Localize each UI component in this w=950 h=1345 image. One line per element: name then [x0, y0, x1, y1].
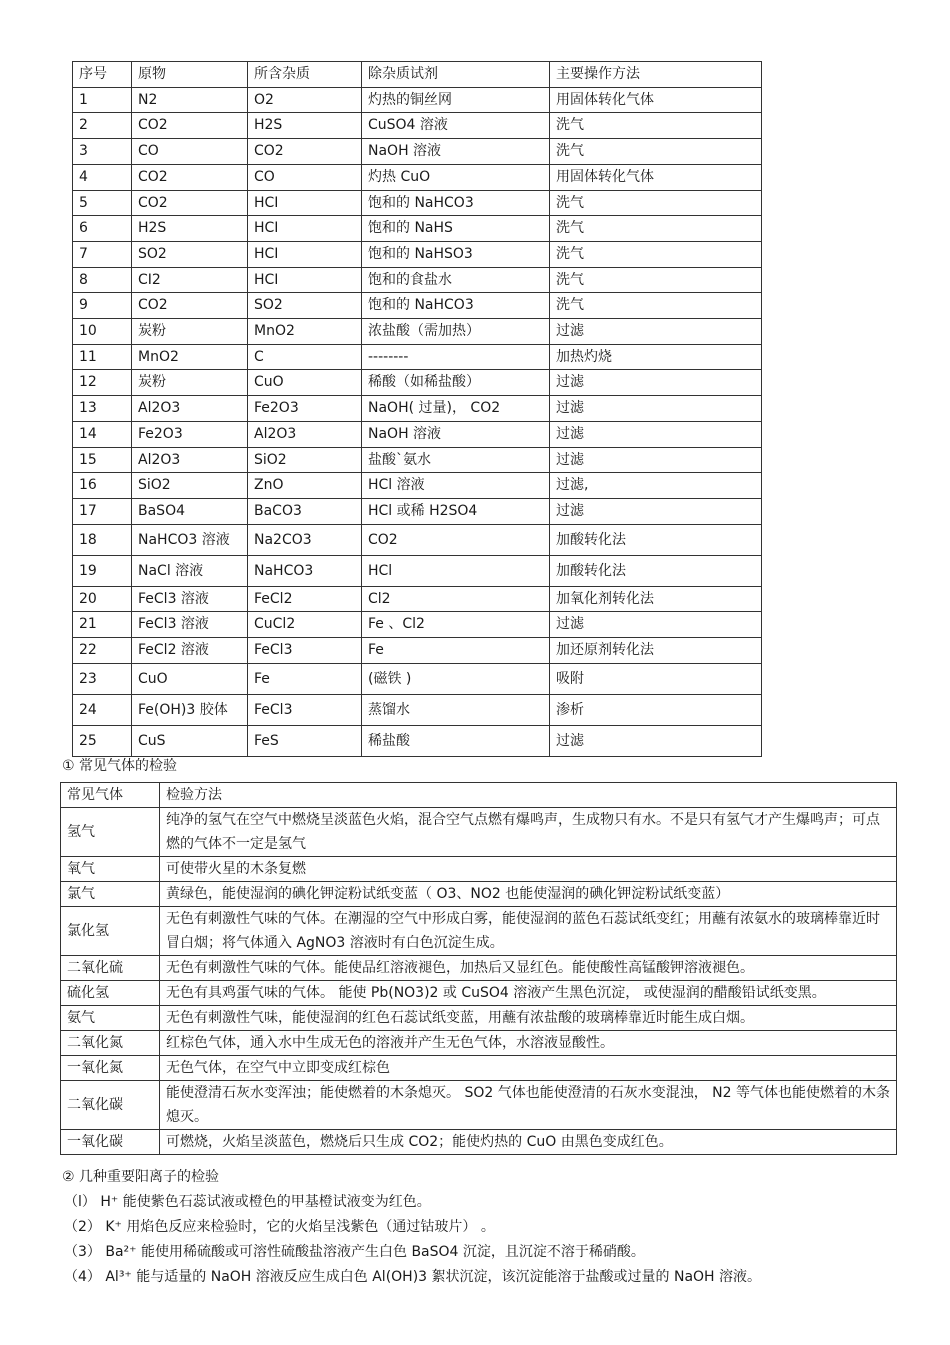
table-row [73, 370, 762, 396]
table-row [73, 473, 762, 499]
table-row [73, 396, 762, 422]
table-cell: 21 [73, 612, 132, 638]
gas-name-cell: 氯气 [61, 882, 160, 907]
table-row [73, 293, 762, 319]
test-method-cell: 无色有具鸡蛋气味的气体。 能使 Pb(NO3)2 或 CuSO4 溶液产生黑色沉淀， 或使湿润的醋酸铅试纸变黑。 [160, 981, 897, 1006]
test-method-cell: 可使带火星的木条复燃 [160, 857, 897, 882]
table-cell: HCI [248, 216, 362, 242]
table-cell: 12 [73, 370, 132, 396]
table-cell: 饱和的食盐水 [362, 267, 550, 293]
table-cell: 灼热的铜丝网 [362, 87, 550, 113]
table-cell: 吸附 [550, 663, 762, 694]
table-cell: 浓盐酸（需加热） [362, 319, 550, 345]
table-cell: Fe2O3 [132, 421, 248, 447]
table-cell: 2 [73, 113, 132, 139]
table-cell: CuO [248, 370, 362, 396]
table-cell: 稀盐酸 [362, 725, 550, 756]
table-cell: BaSO4 [132, 498, 248, 524]
test-method-cell: 红棕色气体，通入水中生成无色的溶液并产生无色气体，水溶液显酸性。 [160, 1031, 897, 1056]
table-cell: N2 [132, 87, 248, 113]
test-method-cell: 黄绿色，能使湿润的碘化钾淀粉试纸变蓝（ O3、NO2 也能使湿润的碘化钾淀粉试纸变蓝） [160, 882, 897, 907]
table-cell: MnO2 [132, 344, 248, 370]
table-cell: NaOH 溶液 [362, 421, 550, 447]
gas-name-cell: 硫化氢 [61, 981, 160, 1006]
table-cell: 17 [73, 498, 132, 524]
table-cell: 14 [73, 421, 132, 447]
table-cell: Al2O3 [132, 396, 248, 422]
gas-name-cell: 二氧化氮 [61, 1031, 160, 1056]
table-row [73, 586, 762, 612]
table-row [61, 1056, 897, 1081]
table-cell: 用固体转化气体 [550, 164, 762, 190]
gas-test-heading: ① 常见气体的检验 [62, 758, 178, 774]
table-cell: MnO2 [248, 319, 362, 345]
table-cell: 炭粉 [132, 319, 248, 345]
table-cell: 用固体转化气体 [550, 87, 762, 113]
table-row [73, 694, 762, 725]
table-cell: 7 [73, 241, 132, 267]
table-cell: HCl [362, 555, 550, 586]
table-cell: 过滤, [550, 473, 762, 499]
table-header-row [73, 62, 762, 88]
table-cell: Na2CO3 [248, 524, 362, 555]
table-cell: 稀酸（如稀盐酸） [362, 370, 550, 396]
table-row [73, 164, 762, 190]
header-cell: 检验方法 [160, 783, 897, 808]
table-cell: NaOH 溶液 [362, 139, 550, 165]
table-cell: FeCl2 溶液 [132, 638, 248, 664]
table-cell: NaHCO3 溶液 [132, 524, 248, 555]
table-cell: 加酸转化法 [550, 555, 762, 586]
table-cell: CO2 [132, 164, 248, 190]
table-row [61, 882, 897, 907]
table-cell: Fe [362, 638, 550, 664]
table-cell: Fe 、Cl2 [362, 612, 550, 638]
table-row [73, 87, 762, 113]
table-cell: 炭粉 [132, 370, 248, 396]
table-row [73, 190, 762, 216]
table-cell: Cl2 [362, 586, 550, 612]
gas-name-cell: 一氧化碳 [61, 1130, 160, 1155]
table-cell: CO2 [132, 190, 248, 216]
cation-item-h: （l） H⁺ 能使紫色石蕊试液或橙色的甲基橙试液变为红色。 [64, 1194, 431, 1210]
test-method-cell: 可燃烧，火焰呈淡蓝色，燃烧后只生成 CO2；能使灼热的 CuO 由黑色变成红色。 [160, 1130, 897, 1155]
header-cell: 所含杂质 [248, 62, 362, 88]
test-method-cell: 能使澄清石灰水变浑浊；能使燃着的木条熄灭。 SO2 气体也能使澄清的石灰水变混浊， N2 等气体也能使燃着的木条熄灭。 [160, 1081, 897, 1130]
table-cell: C [248, 344, 362, 370]
table-cell: 洗气 [550, 267, 762, 293]
cation-test-heading: ② 几种重要阳离子的检验 [62, 1169, 220, 1185]
table-cell: HCl 溶液 [362, 473, 550, 499]
table-cell: 过滤 [550, 396, 762, 422]
table-cell: O2 [248, 87, 362, 113]
table-cell: NaCl 溶液 [132, 555, 248, 586]
table-cell: -------- [362, 344, 550, 370]
table-cell: ZnO [248, 473, 362, 499]
table-cell: 8 [73, 267, 132, 293]
table-cell: FeS [248, 725, 362, 756]
gas-name-cell: 二氧化硫 [61, 956, 160, 981]
table-cell: 加氧化剂转化法 [550, 586, 762, 612]
table-cell: 22 [73, 638, 132, 664]
table-row [61, 857, 897, 882]
table-row [73, 725, 762, 756]
table-cell: 过滤 [550, 319, 762, 345]
table-row [61, 1130, 897, 1155]
table-cell: H2S [132, 216, 248, 242]
table-cell: FeCl3 [248, 694, 362, 725]
table-row [73, 267, 762, 293]
header-cell: 原物 [132, 62, 248, 88]
table-row [73, 139, 762, 165]
table-cell: CuO [132, 663, 248, 694]
gas-name-cell: 二氧化碳 [61, 1081, 160, 1130]
table-cell: CI2 [132, 267, 248, 293]
table-cell: 15 [73, 447, 132, 473]
test-method-cell: 无色有刺激性气味，能使湿润的红色石蕊试纸变蓝，用蘸有浓盐酸的玻璃棒靠近时能生成白烟。 [160, 1006, 897, 1031]
table-cell: 6 [73, 216, 132, 242]
table-cell: 过滤 [550, 370, 762, 396]
table-cell: 洗气 [550, 216, 762, 242]
table-cell: HCl 或稀 H2SO4 [362, 498, 550, 524]
table-row [61, 1031, 897, 1056]
gas-name-cell: 一氧化氮 [61, 1056, 160, 1081]
table-cell: 过滤 [550, 421, 762, 447]
table-cell: Fe(OH)3 胶体 [132, 694, 248, 725]
test-method-cell: 无色有刺激性气味的气体。在潮湿的空气中形成白雾，能使湿润的蓝色石蕊试纸变红；用蘸有浓氨水的玻璃棒靠近时冒白烟；将气体通入 AgNO3 溶液时有白色沉淀生成。 [160, 907, 897, 956]
table-cell: FeCl3 溶液 [132, 612, 248, 638]
table-cell: 过滤 [550, 612, 762, 638]
table-cell: 11 [73, 344, 132, 370]
table-cell: 过滤 [550, 725, 762, 756]
gas-name-cell: 氨气 [61, 1006, 160, 1031]
table-cell: 灼热 CuO [362, 164, 550, 190]
table-row [73, 344, 762, 370]
table-cell: 加热灼烧 [550, 344, 762, 370]
table-cell: FeCl3 [248, 638, 362, 664]
table-cell: HCI [248, 267, 362, 293]
table-row [61, 956, 897, 981]
table-row [73, 319, 762, 345]
cation-item-al: （4） Al³⁺ 能与适量的 NaOH 溶液反应生成白色 Al(OH)3 絮状沉淀，该沉淀能溶于盐酸或过量的 NaOH 溶液。 [64, 1269, 762, 1285]
table-cell: 20 [73, 586, 132, 612]
table-cell: 9 [73, 293, 132, 319]
cation-item-ba: （3） Ba²⁺ 能使用稀硫酸或可溶性硫酸盐溶液产生白色 BaSO4 沉淀，且沉淀不溶于稀硝酸。 [64, 1244, 645, 1260]
table-cell: CO [248, 164, 362, 190]
table-cell: Fe2O3 [248, 396, 362, 422]
table-row [61, 981, 897, 1006]
table-cell: 饱和的 NaHCO3 [362, 293, 550, 319]
table-cell: 洗气 [550, 113, 762, 139]
table-cell: 蒸馏水 [362, 694, 550, 725]
test-method-cell: 纯净的氢气在空气中燃烧呈淡蓝色火焰，混合空气点燃有爆鸣声，生成物只有水。不是只有氢气才产生爆鸣声；可点燃的气体不一定是氢气 [160, 808, 897, 857]
gas-test-table [60, 782, 897, 1155]
header-cell: 除杂质试剂 [362, 62, 550, 88]
table-row [73, 216, 762, 242]
table-row [61, 1006, 897, 1031]
table-cell: CO2 [248, 139, 362, 165]
table-cell: CuSO4 溶液 [362, 113, 550, 139]
table-cell: 加酸转化法 [550, 524, 762, 555]
table-header-row [61, 783, 897, 808]
table-cell: 3 [73, 139, 132, 165]
table-cell: 加还原剂转化法 [550, 638, 762, 664]
table-cell: 19 [73, 555, 132, 586]
table-cell: Al2O3 [132, 447, 248, 473]
table-cell: 盐酸`氨水 [362, 447, 550, 473]
table-cell: CO2 [362, 524, 550, 555]
table-cell: 24 [73, 694, 132, 725]
table-cell: CO2 [132, 113, 248, 139]
table-cell: 13 [73, 396, 132, 422]
table-cell: H2S [248, 113, 362, 139]
table-cell: 洗气 [550, 241, 762, 267]
test-method-cell: 无色有刺激性气味的气体。能使品红溶液褪色，加热后又显红色。能使酸性高锰酸钾溶液褪色。 [160, 956, 897, 981]
table-cell: 10 [73, 319, 132, 345]
table-cell: 洗气 [550, 293, 762, 319]
table-cell: 渗析 [550, 694, 762, 725]
table-cell: FeCl2 [248, 586, 362, 612]
table-cell: 1 [73, 87, 132, 113]
gas-name-cell: 氯化氢 [61, 907, 160, 956]
table-cell: 4 [73, 164, 132, 190]
table-cell: SO2 [248, 293, 362, 319]
table-cell: 饱和的 NaHCO3 [362, 190, 550, 216]
table-cell: 23 [73, 663, 132, 694]
table-cell: Fe [248, 663, 362, 694]
table-row [73, 638, 762, 664]
table-cell: NaOH( 过量)， CO2 [362, 396, 550, 422]
table-cell: FeCl3 溶液 [132, 586, 248, 612]
table-cell: HCI [248, 190, 362, 216]
table-cell: SiO2 [132, 473, 248, 499]
table-row [73, 113, 762, 139]
table-cell: 洗气 [550, 190, 762, 216]
table-row [73, 421, 762, 447]
table-cell: SiO2 [248, 447, 362, 473]
table-row [73, 498, 762, 524]
table-cell: BaCO3 [248, 498, 362, 524]
table-row [73, 555, 762, 586]
header-cell: 主要操作方法 [550, 62, 762, 88]
cation-item-k: （2） K⁺ 用焰色反应来检验时，它的火焰呈浅紫色（通过钴玻片） 。 [64, 1219, 495, 1235]
table-cell: Al2O3 [248, 421, 362, 447]
table-cell: 18 [73, 524, 132, 555]
table-row [61, 1081, 897, 1130]
table-cell: CuS [132, 725, 248, 756]
table-cell: (磁铁 ) [362, 663, 550, 694]
table-cell: HCI [248, 241, 362, 267]
table-cell: 25 [73, 725, 132, 756]
table-row [73, 241, 762, 267]
table-cell: 饱和的 NaHSO3 [362, 241, 550, 267]
table-cell: 16 [73, 473, 132, 499]
table-cell: SO2 [132, 241, 248, 267]
table-cell: CO [132, 139, 248, 165]
table-cell: 洗气 [550, 139, 762, 165]
table-cell: 5 [73, 190, 132, 216]
table-row [73, 524, 762, 555]
header-cell: 序号 [73, 62, 132, 88]
table-cell: 过滤 [550, 447, 762, 473]
table-cell: CuCl2 [248, 612, 362, 638]
table-row [73, 447, 762, 473]
gas-name-cell: 氧气 [61, 857, 160, 882]
table-row [61, 808, 897, 857]
table-row [73, 612, 762, 638]
impurity-removal-table [72, 61, 762, 757]
header-cell: 常见气体 [61, 783, 160, 808]
test-method-cell: 无色气体，在空气中立即变成红棕色 [160, 1056, 897, 1081]
table-row [73, 663, 762, 694]
gas-name-cell: 氢气 [61, 808, 160, 857]
table-row [61, 907, 897, 956]
table-cell: CO2 [132, 293, 248, 319]
table-cell: 饱和的 NaHS [362, 216, 550, 242]
table-cell: NaHCO3 [248, 555, 362, 586]
table-cell: 过滤 [550, 498, 762, 524]
